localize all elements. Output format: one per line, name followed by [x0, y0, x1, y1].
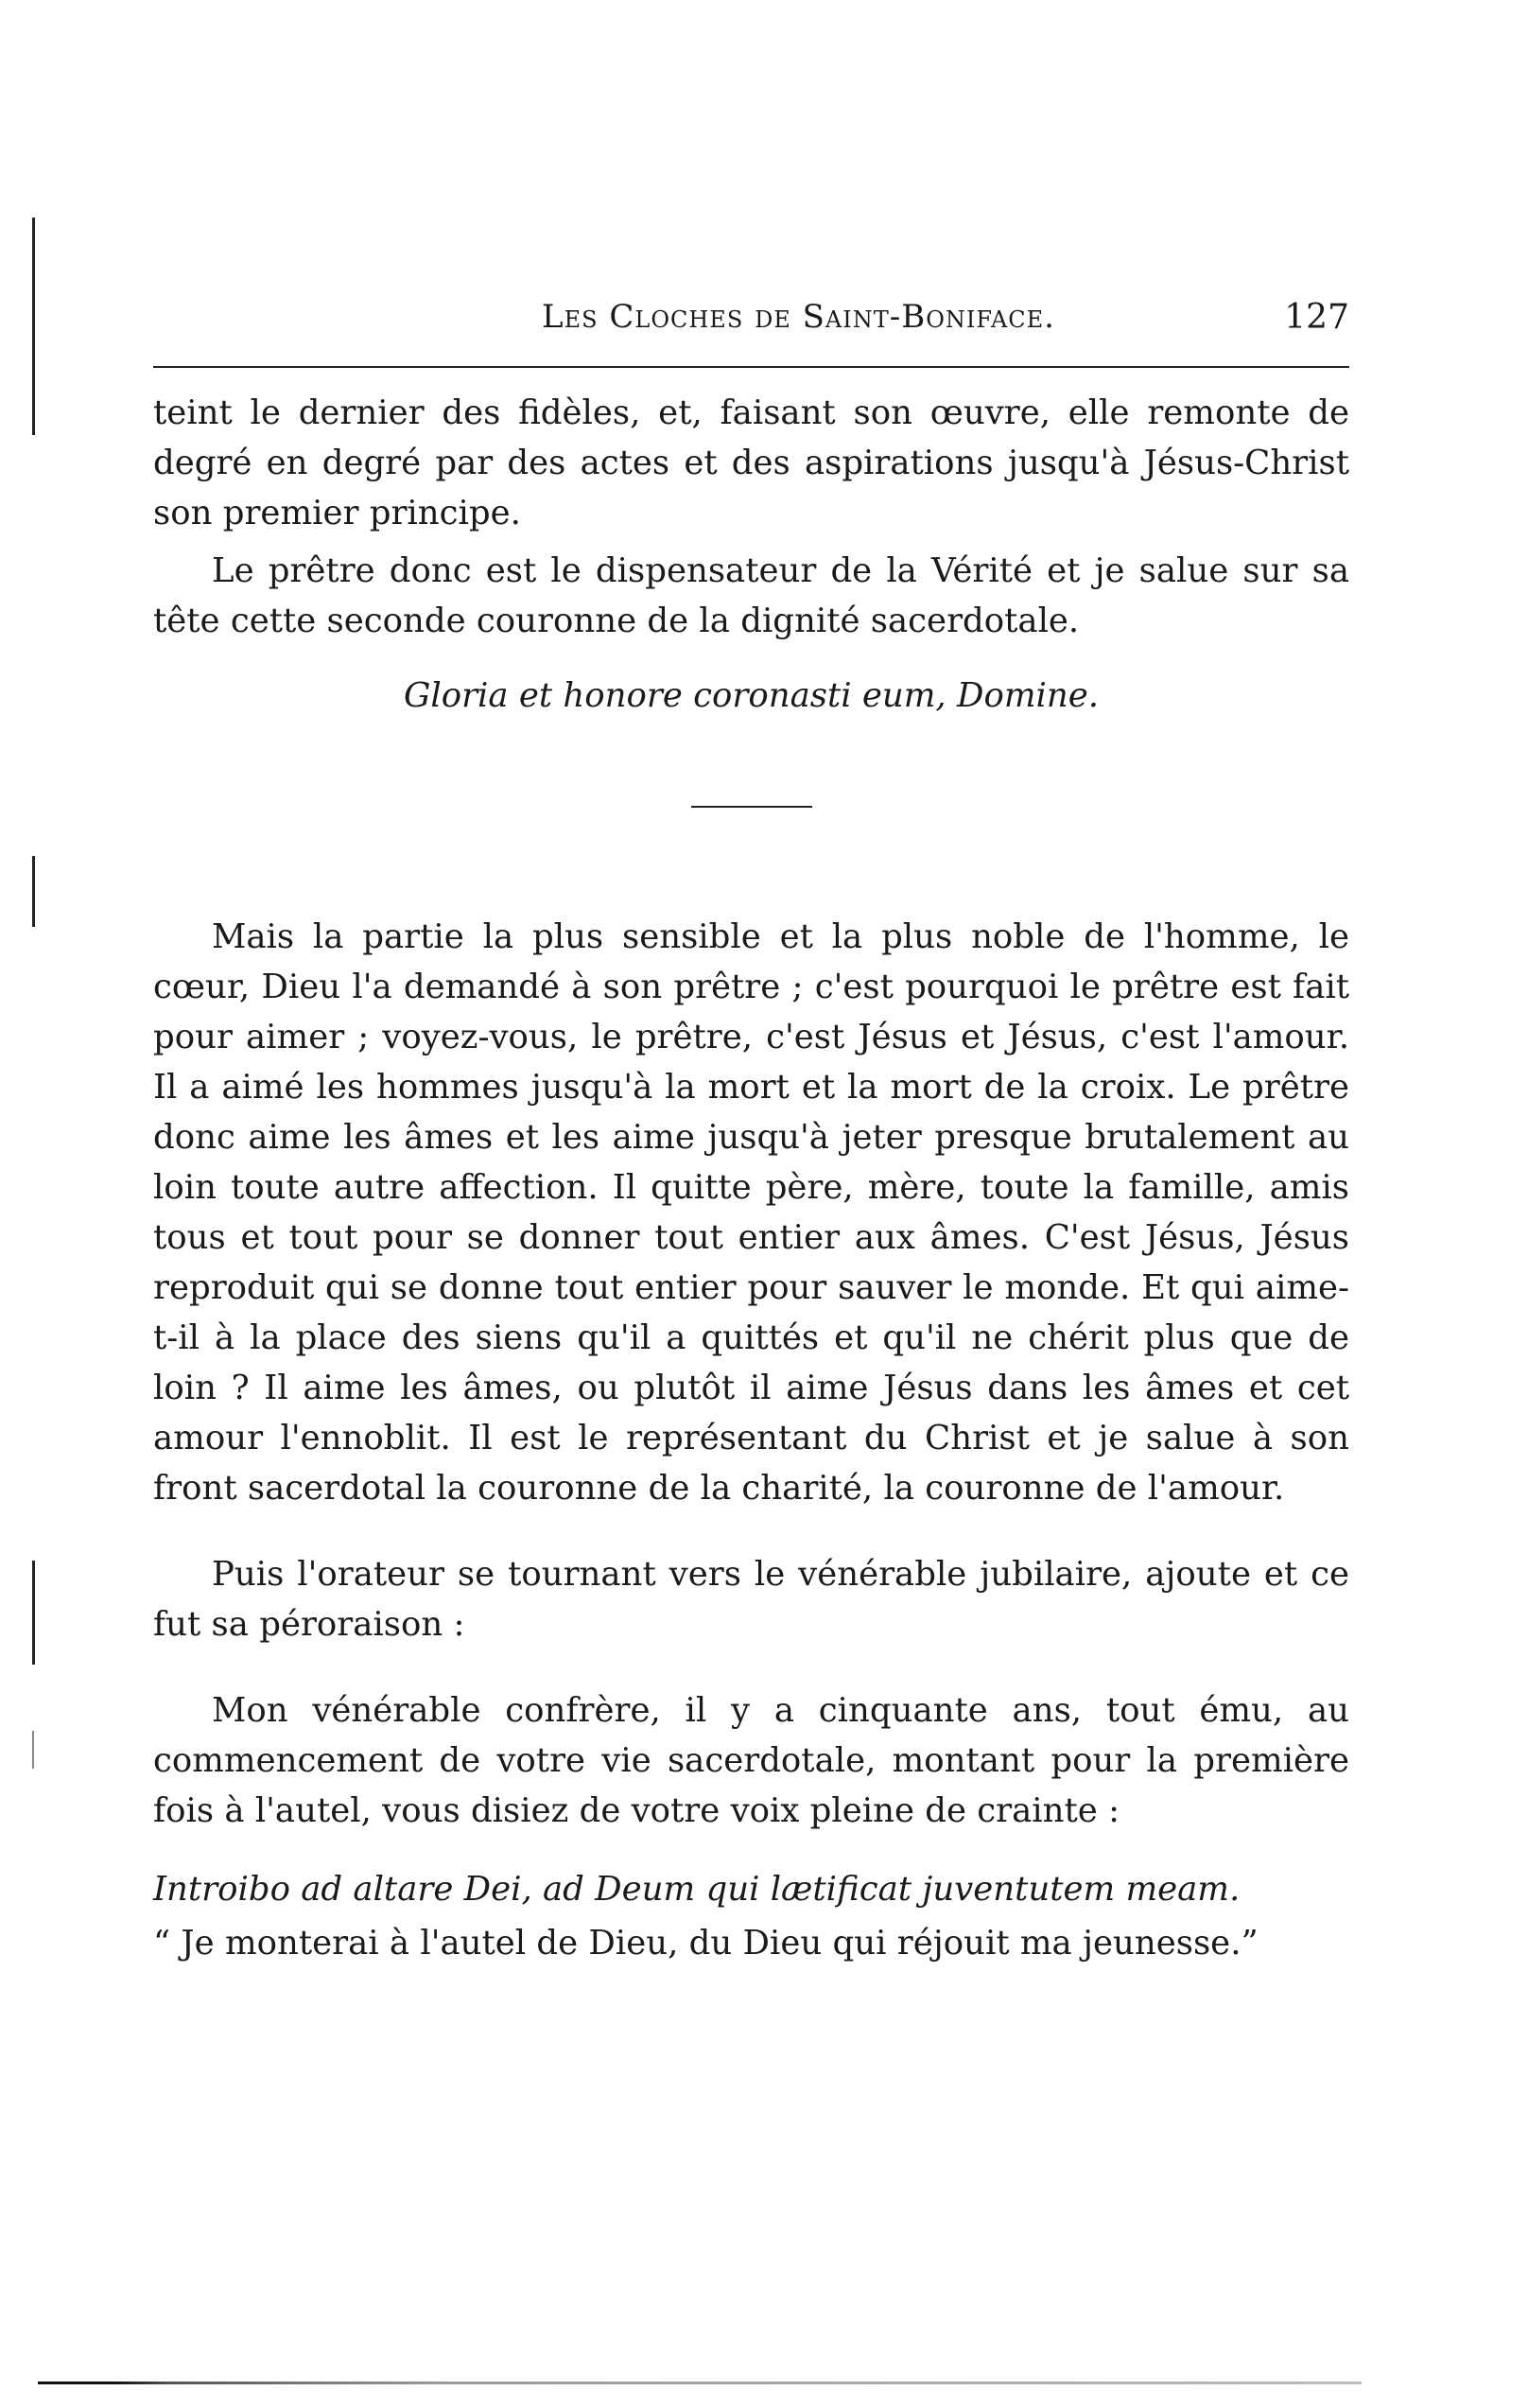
scan-margin-mark: [32, 856, 35, 927]
page-header: [153, 298, 1349, 345]
running-title: Les Cloches de Saint-Boniface.: [542, 298, 1055, 336]
paragraph: Mais la partie la plus sensible et la plus noble de l'homme, le cœur, Dieu l'a demandé à son prêtre ; c'est pourquoi le prêtre est fait pour aimer ; voyez-vous, le prêtre, c'est Jésus et Jésus, c'est l'amour. Il a aimé les hommes jusqu'à la mort et la mort de la croix. Le prêtre donc aime les âmes et les aime jusqu'à jeter presque brutalement au loin toute autre affection. Il quitte père, mère, toute la famille, amis tous et tout pour se donner tout entier aux âmes. C'est Jésus, Jésus reproduit qui se donne tout entier pour sauver le monde. Et qui aime-t-il à la place des siens qu'il a quittés et qu'il ne chérit plus que de loin ? Il aime les âmes, ou plutôt il aime Jésus dans les âmes et cet amour l'ennoblit. Il est le représentant du Christ et je salue à son front sacerdotal la couronne de la charité, la couronne de l'amour.: [153, 917, 1349, 1508]
paragraph: Mon vénérable confrère, il y a cinquante ans, tout ému, au commencement de votre vie sacerdotale, montant pour la première fois à l'autel, vous disiez de votre voix pleine de crainte :: [153, 1691, 1349, 1830]
page-number: 127: [1284, 298, 1349, 337]
paragraph: Puis l'orateur se tournant vers le vénérable jubilaire, ajoute et ce fut sa péroraison :: [153, 1555, 1349, 1644]
scan-margin-mark: [32, 1731, 34, 1769]
latin-quote: Gloria et honore coronasti eum, Domine.: [403, 676, 1099, 715]
scan-margin-mark: [32, 1561, 35, 1665]
translation-quote: “ Je monterai à l'autel de Dieu, du Dieu qui réjouit ma jeunesse.”: [153, 1924, 1259, 1963]
scan-margin-mark: [32, 218, 35, 435]
header-rule: [153, 366, 1349, 368]
latin-quote: Introibo ad altare Dei, ad Deum qui lætificat juventutem meam.: [153, 1870, 1241, 1909]
paragraph: teint le dernier des fidèles, et, faisant son œuvre, elle remonte de degré en degré par des actes et des aspirations jusqu'à Jésus-Christ son premier principe.: [153, 393, 1349, 532]
section-separator: [691, 806, 812, 808]
page-body: [153, 388, 1349, 1968]
paragraph: Le prêtre donc est le dispensateur de la Vérité et je salue sur sa tête cette seconde couronne de la dignité sacerdotale.: [153, 551, 1349, 640]
scan-bottom-edge: [38, 2382, 1362, 2384]
